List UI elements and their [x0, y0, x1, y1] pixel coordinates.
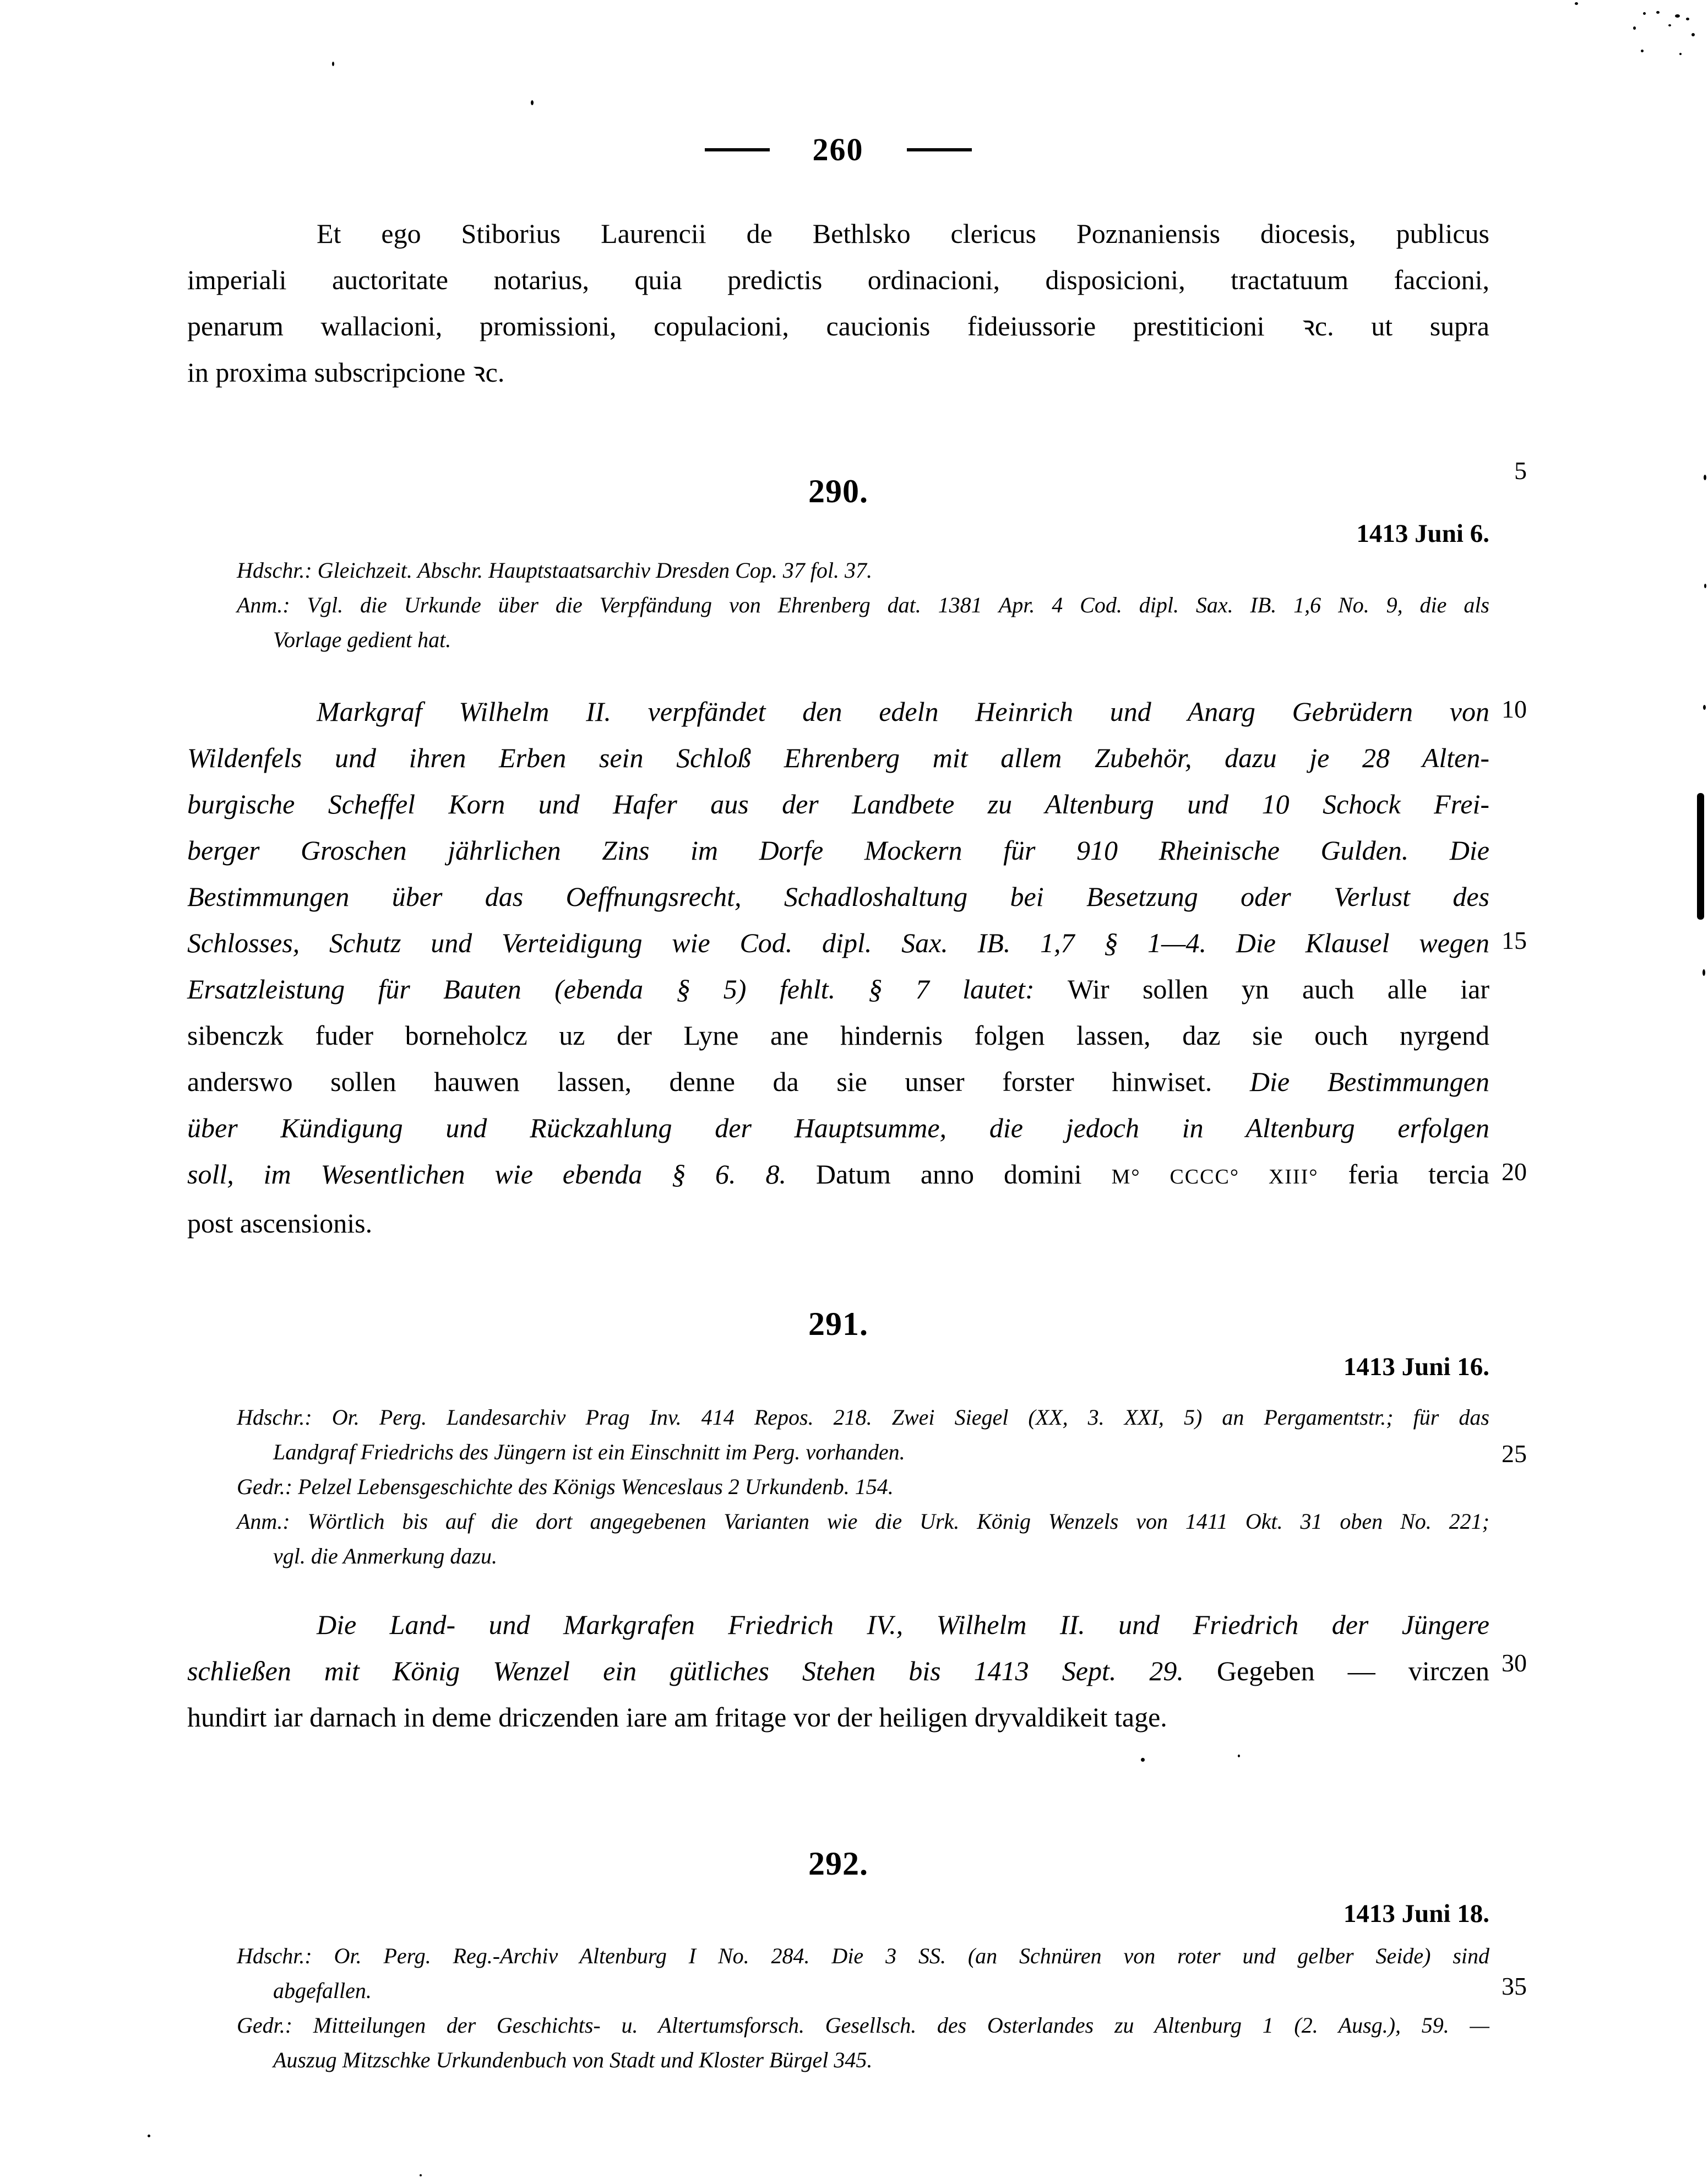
text-line: [187, 873, 1489, 920]
entry-291-date: 1413 Juni 16.: [1343, 1353, 1489, 1381]
text-line: [187, 781, 1489, 827]
entry-291-number: 291.: [808, 1306, 868, 1342]
text-segment: Markgraf Wilhelm II. verpfändet den edeln Heinrich und Anarg Gebrüdern von: [317, 696, 1489, 727]
text-segment: über Kündigung und Rückzahlung der Hauptsumme, die jedoch in Altenburg erfolgen: [187, 1112, 1489, 1143]
scan-noise-speck: [1704, 584, 1706, 588]
text-segment: Auszug Mitzschke Urkundenbuch von Stadt und Kloster Bürgel 345.: [273, 2048, 873, 2072]
scan-noise-speck: [1633, 26, 1636, 30]
text-line: [187, 1200, 1489, 1246]
text-segment: Bestimmungen über das Oeffnungsrecht, Schadloshaltung bei Besetzung oder Verlust des: [187, 881, 1489, 912]
text-segment: Wir sollen yn auch alle iar: [1067, 974, 1489, 1004]
text-segment: Gegeben — virczen: [1217, 1655, 1489, 1686]
text-segment: berger Groschen jährlichen Zins im Dorfe Mockern für 910 Rheinische Gulden. Die: [187, 835, 1489, 866]
entry-290-date: 1413 Juni 6.: [1356, 519, 1489, 548]
text-segment: Gedr.: Mitteilungen der Geschichts- u. Altertumsforsch. Gesellsch. des Osterlandes zu Altenburg 1 (2. Ausg.), 59. —: [237, 2013, 1489, 2038]
entry-291-regest: [187, 1601, 1489, 1740]
text-segment: Die Bestimmungen: [1249, 1066, 1489, 1097]
text-segment: Vorlage gedient hat.: [273, 627, 452, 652]
text-segment: in proxima subscripcione ꝛc.: [187, 357, 505, 388]
text-segment: feria tercia: [1318, 1159, 1489, 1190]
margin-line-number-5: 5: [1514, 457, 1527, 485]
text-segment: imperiali auctoritate notarius, quia predictis ordinacioni, disposicioni, tractatuum faccioni,: [187, 264, 1489, 295]
scan-noise-speck: [1704, 475, 1706, 480]
text-line: [187, 735, 1489, 781]
text-segment: M° CCCC° XIII°: [1111, 1165, 1319, 1188]
scan-noise-speck: [1686, 18, 1689, 20]
text-segment: Hdschr.: Or. Perg. Reg.-Archiv Altenburg I No. 284. Die 3 SS. (an Schnüren von roter und gelber Seide) sind: [237, 1943, 1489, 1968]
text-line: [237, 1469, 1489, 1504]
text-line: [187, 1601, 1489, 1648]
scan-noise-speck: [1643, 12, 1646, 15]
text-line: [187, 1648, 1489, 1694]
scan-noise-speck: [148, 2135, 150, 2137]
scan-noise-speck: [332, 62, 334, 66]
margin-line-number-30: 30: [1502, 1649, 1527, 1677]
entry-292-date: 1413 Juni 18.: [1343, 1899, 1489, 1928]
text-line: [187, 349, 1489, 395]
scan-noise-speck: [1703, 705, 1706, 710]
text-segment: Schlosses, Schutz und Verteidigung wie Cod. dipl. Sax. IB. 1,7 § 1—4. Die Klausel wegen: [187, 927, 1489, 958]
page-number: 260: [812, 132, 864, 167]
entry-290-number: 290.: [808, 473, 868, 509]
text-line: [237, 2043, 1489, 2077]
text-line: [187, 210, 1489, 257]
text-segment: Gedr.: Pelzel Lebensgeschichte des Königs Wenceslaus 2 Urkundenb. 154.: [237, 1474, 894, 1499]
text-line: [187, 303, 1489, 349]
text-line: [187, 257, 1489, 303]
scan-noise-speck: [1697, 793, 1704, 920]
scan-noise-speck: [1702, 969, 1705, 976]
text-segment: Ersatzleistung für Bauten (ebenda § 5) fehlt. § 7 lautet:: [187, 974, 1068, 1004]
entry-291-apparatus: [237, 1400, 1489, 1573]
scan-noise-speck: [1656, 11, 1660, 14]
text-segment: hundirt iar darnach in deme driczenden iare am fritage vor der heiligen dryvaldikeit tage.: [187, 1702, 1167, 1733]
text-line: [237, 1435, 1489, 1469]
text-line: [237, 553, 1489, 588]
text-line: [237, 1938, 1489, 1973]
entry-290-apparatus: [237, 553, 1489, 657]
text-segment: Anm.: Wörtlich bis auf die dort angegebenen Varianten wie die Urk. König Wenzels von 1411 Okt. 31 oben No. 221;: [237, 1509, 1489, 1534]
margin-line-number-10: 10: [1502, 695, 1527, 723]
text-segment: Datum anno domini: [815, 1159, 1112, 1190]
scan-noise-speck: [1679, 53, 1682, 55]
text-line: [237, 1539, 1489, 1573]
scan-noise-speck: [420, 2174, 422, 2176]
text-line: [187, 1694, 1489, 1740]
text-segment: Wildenfels und ihren Erben sein Schloß Ehrenberg mit allem Zubehör, dazu je 28 Alten-: [187, 742, 1489, 773]
text-segment: schließen mit König Wenzel ein gütliches Stehen bis 1413 Sept. 29.: [187, 1655, 1217, 1686]
text-line: [237, 622, 1489, 657]
header-rule-right: [907, 148, 972, 151]
text-line: [237, 2008, 1489, 2043]
text-line: [187, 688, 1489, 735]
text-line: [237, 1504, 1489, 1539]
scan-noise-speck: [1675, 14, 1680, 18]
text-line: [237, 1973, 1489, 2008]
text-segment: burgische Scheffel Korn und Hafer aus der Landbete zu Altenburg und 10 Schock Frei-: [187, 789, 1489, 819]
text-line: [187, 1012, 1489, 1058]
text-segment: anderswo sollen hauwen lassen, denne da sie unser forster hinwiset.: [187, 1066, 1250, 1097]
margin-line-number-15: 15: [1502, 926, 1527, 954]
text-segment: Hdschr.: Gleichzeit. Abschr. Hauptstaatsarchiv Dresden Cop. 37 fol. 37.: [237, 558, 873, 583]
text-segment: Landgraf Friedrichs des Jüngern ist ein Einschnitt im Perg. vorhanden.: [273, 1440, 905, 1464]
text-segment: sibenczk fuder borneholcz uz der Lyne ane hindernis folgen lassen, daz sie ouch nyrgend: [187, 1020, 1489, 1051]
entry-292-number: 292.: [808, 1845, 868, 1882]
text-line: [187, 1151, 1489, 1200]
text-segment: Die Land- und Markgrafen Friedrich IV., Wilhelm II. und Friedrich der Jüngere: [317, 1609, 1489, 1640]
scan-noise-speck: [1691, 33, 1695, 36]
text-segment: Anm.: Vgl. die Urkunde über die Verpfändung von Ehrenberg dat. 1381 Apr. 4 Cod. dipl. Sax. IB. 1,6 No. 9, die als: [237, 593, 1489, 617]
scan-noise-speck: [1641, 50, 1644, 52]
text-segment: Hdschr.: Or. Perg. Landesarchiv Prag Inv. 414 Repos. 218. Zwei Siegel (XX, 3. XXI, 5) an Pergamentstr.; für das: [237, 1405, 1489, 1430]
scan-noise-speck: [1575, 2, 1578, 5]
entry-290-regest: [187, 688, 1489, 1246]
text-segment: abgefallen.: [273, 1978, 372, 2003]
text-segment: Et ego Stiborius Laurencii de Bethlsko clericus Poznaniensis diocesis, publicus: [317, 218, 1489, 249]
text-segment: soll, im Wesentlichen wie ebenda § 6. 8.: [187, 1159, 816, 1190]
text-segment: penarum wallacioni, promissioni, copulacioni, caucionis fideiussorie prestiticioni ꝛc. ut supra: [187, 311, 1489, 341]
text-line: [237, 1400, 1489, 1435]
text-line: [187, 1105, 1489, 1151]
entry-292-apparatus: [237, 1938, 1489, 2077]
scan-noise-speck: [1141, 1758, 1145, 1762]
text-line: [187, 1058, 1489, 1105]
scan-noise-speck: [1238, 1755, 1240, 1757]
header-rule-left: [705, 148, 770, 151]
text-line: [187, 966, 1489, 1012]
text-segment: vgl. die Anmerkung dazu.: [273, 1544, 497, 1568]
text-line: [187, 827, 1489, 873]
text-line: [237, 588, 1489, 622]
intro-paragraph: [187, 210, 1489, 395]
margin-line-number-25: 25: [1502, 1440, 1527, 1468]
text-line: [187, 920, 1489, 966]
page-header: [0, 131, 1676, 168]
scan-noise-speck: [1668, 24, 1671, 26]
scan-noise-speck: [531, 100, 534, 105]
margin-line-number-20: 20: [1502, 1158, 1527, 1186]
text-segment: post ascensionis.: [187, 1208, 373, 1239]
margin-line-number-35: 35: [1502, 1972, 1527, 2000]
